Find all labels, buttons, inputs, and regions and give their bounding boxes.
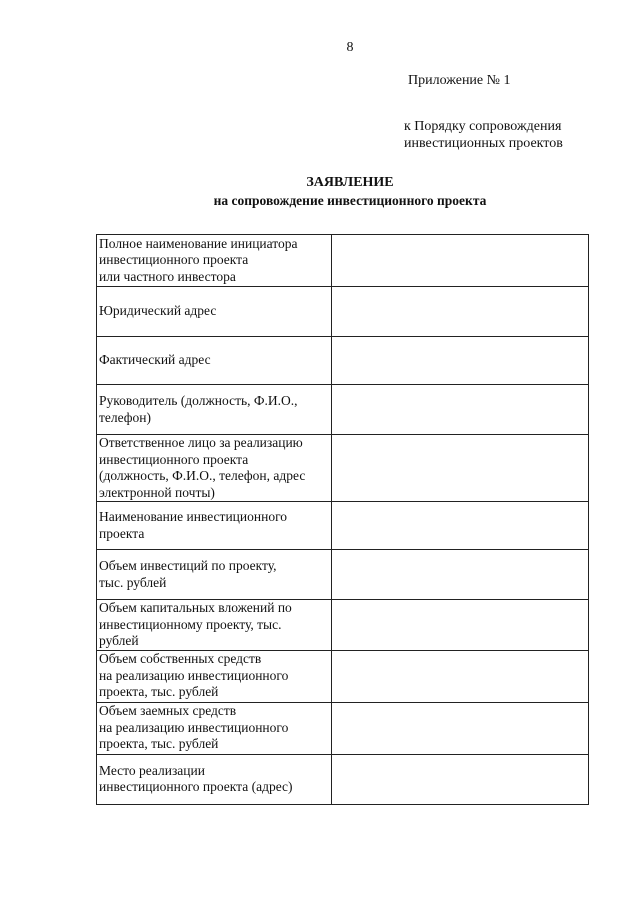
field-label-legal-address: Юридический адрес (97, 287, 332, 337)
field-value-borrowed-funds[interactable] (332, 702, 589, 754)
table-row (97, 435, 589, 502)
field-value-project-name[interactable] (332, 502, 589, 550)
application-form-table (96, 234, 589, 805)
field-label-borrowed-funds: Объем заемных средств на реализацию инвестиционного проекта, тыс. рублей (97, 702, 332, 754)
table-row (97, 702, 589, 754)
appendix-label: Приложение № 1 (408, 73, 511, 88)
field-value-head[interactable] (332, 385, 589, 435)
field-label-project-name: Наименование инвестиционного проекта (97, 502, 332, 550)
table-row (97, 287, 589, 337)
field-label-head: Руководитель (должность, Ф.И.О., телефон) (97, 385, 332, 435)
field-value-responsible-person[interactable] (332, 435, 589, 502)
table-row (97, 385, 589, 435)
field-value-capital-investments[interactable] (332, 600, 589, 651)
table-row (97, 600, 589, 651)
field-value-initiator-name[interactable] (332, 235, 589, 287)
field-value-investment-volume[interactable] (332, 550, 589, 600)
table-row (97, 550, 589, 600)
table-row (97, 235, 589, 287)
field-value-own-funds[interactable] (332, 650, 589, 702)
field-value-project-location[interactable] (332, 754, 589, 804)
field-label-initiator-name: Полное наименование инициатора инвестиционного проекта или частного инвестора (97, 235, 332, 287)
appendix-reference: к Порядку сопровождения инвестиционных проектов (404, 119, 563, 151)
field-label-investment-volume: Объем инвестиций по проекту, тыс. рублей (97, 550, 332, 600)
field-value-actual-address[interactable] (332, 337, 589, 385)
table-row (97, 650, 589, 702)
document-title: ЗАЯВЛЕНИЕ (306, 175, 394, 190)
table-row (97, 754, 589, 804)
field-label-actual-address: Фактический адрес (97, 337, 332, 385)
field-label-capital-investments: Объем капитальных вложений по инвестиционному проекту, тыс. рублей (97, 600, 332, 651)
field-value-legal-address[interactable] (332, 287, 589, 337)
page-number: 8 (346, 40, 354, 55)
table-row (97, 502, 589, 550)
field-label-project-location: Место реализации инвестиционного проекта (адрес) (97, 754, 332, 804)
table-row (97, 337, 589, 385)
field-label-own-funds: Объем собственных средств на реализацию инвестиционного проекта, тыс. рублей (97, 650, 332, 702)
field-label-responsible-person: Ответственное лицо за реализацию инвестиционного проекта (должность, Ф.И.О., телефон, адрес электронной почты) (97, 435, 332, 502)
document-subtitle: на сопровождение инвестиционного проекта (213, 193, 487, 208)
